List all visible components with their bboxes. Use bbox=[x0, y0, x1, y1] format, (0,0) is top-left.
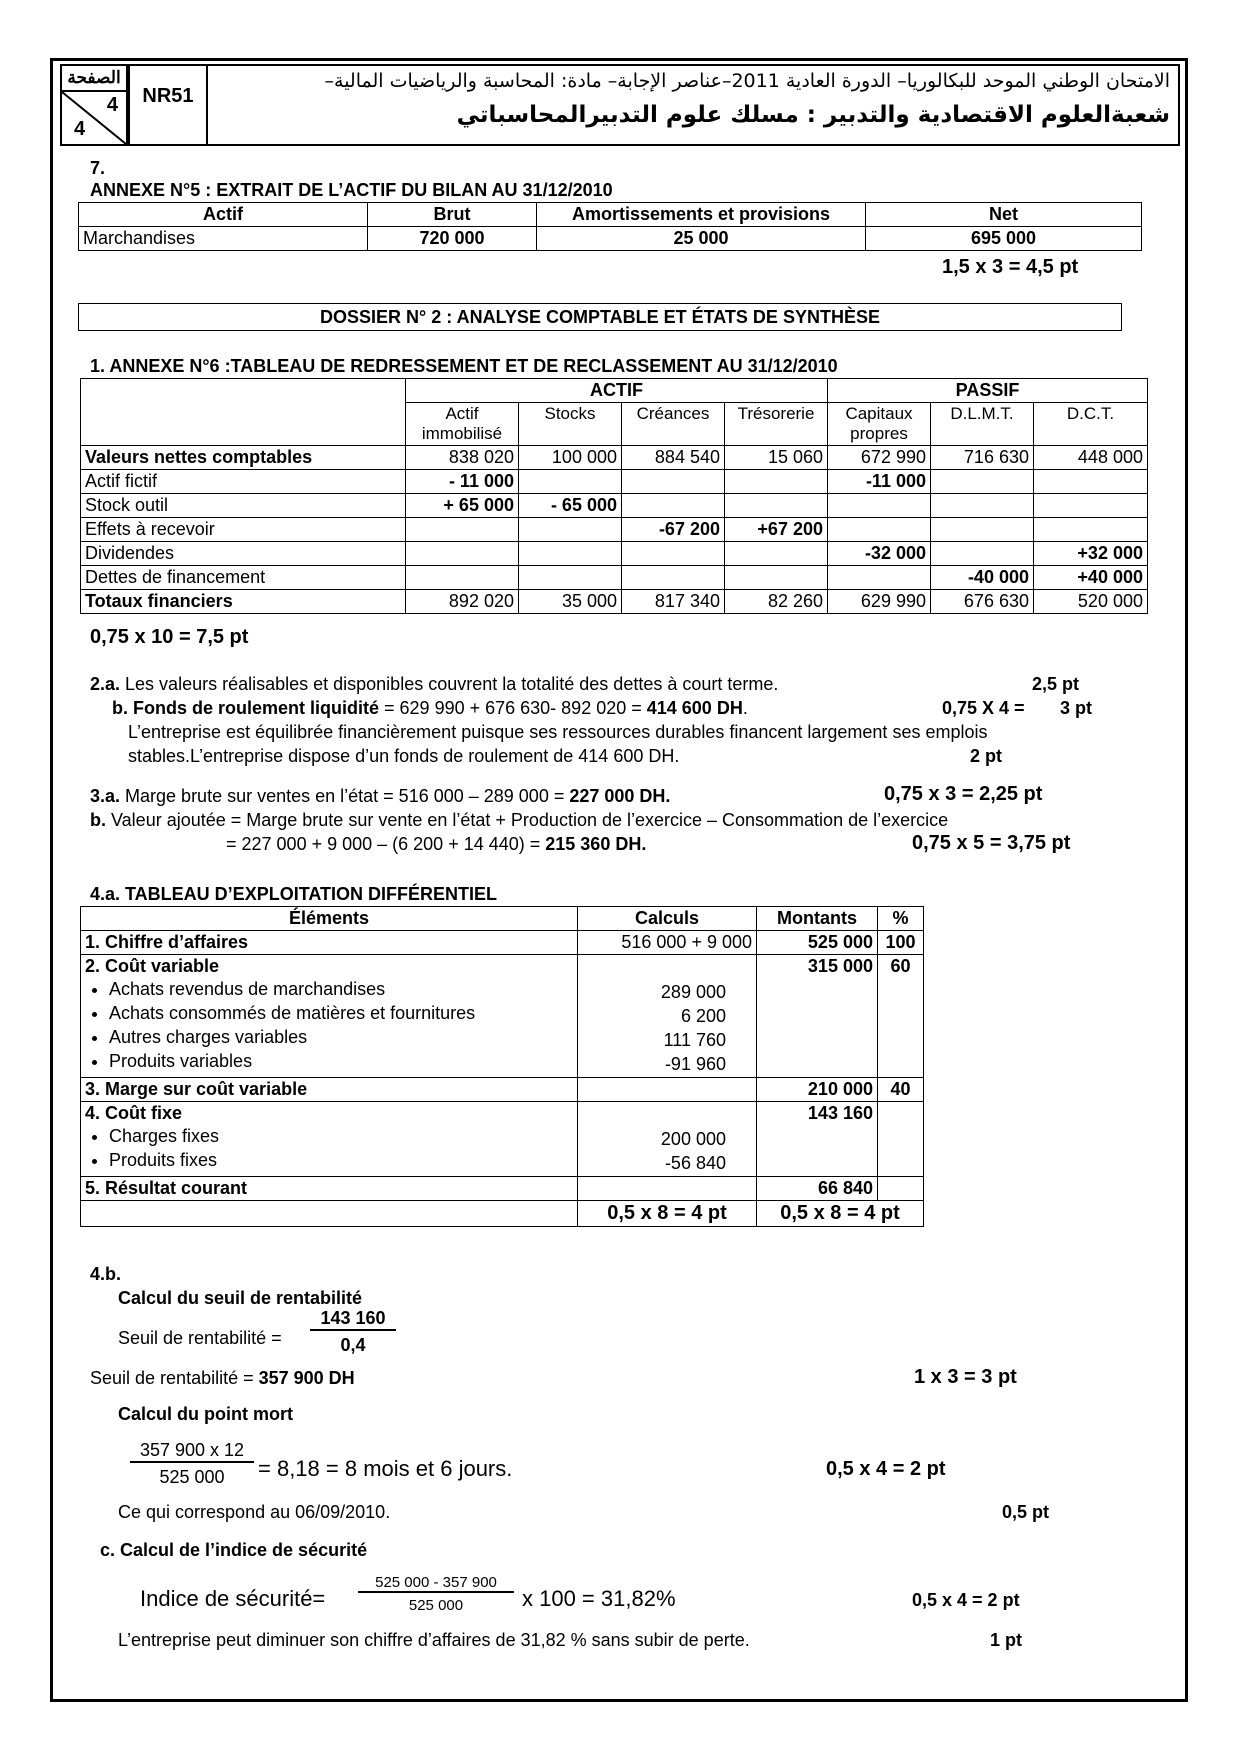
value: 6 200 bbox=[680, 1006, 726, 1026]
cell bbox=[578, 1078, 757, 1102]
col-brut: Brut bbox=[368, 203, 537, 227]
pm-date-points: 0,5 pt bbox=[1002, 1502, 1050, 1522]
q7-points: 1,5 x 3 = 4,5 pt bbox=[942, 256, 1079, 278]
value: 200 000 bbox=[660, 1129, 726, 1149]
table-row bbox=[81, 955, 924, 1078]
cell: 100 000 bbox=[519, 446, 622, 470]
cell: - 11 000 bbox=[406, 470, 519, 494]
q2b-dot: . bbox=[742, 698, 748, 718]
q2a-text: Les valeurs réalisables et disponibles couvrent la totalité des dettes à court terme. bbox=[120, 674, 779, 694]
sub-capitaux: Capitaux propres bbox=[828, 403, 931, 446]
sr-label: Seuil de rentabilité = bbox=[118, 1328, 282, 1348]
cell: -32 000 bbox=[828, 542, 931, 566]
list-item: • Autres charges variables bbox=[109, 1025, 573, 1049]
cell: 716 630 bbox=[931, 446, 1034, 470]
cell: +32 000 bbox=[1034, 542, 1148, 566]
cell bbox=[725, 494, 828, 518]
cell bbox=[578, 1177, 757, 1201]
cell: -11 000 bbox=[828, 470, 931, 494]
q3a-text: Marge brute sur ventes en l’état = 516 000 – 289 000 = bbox=[120, 786, 570, 806]
col-elements: Éléments bbox=[81, 907, 578, 931]
table-row bbox=[81, 1177, 924, 1201]
dossier-2-title: DOSSIER N° 2 : ANALYSE COMPTABLE ET ÉTATS DE SYNTHÈSE bbox=[78, 303, 1122, 331]
cell: 40 bbox=[878, 1078, 924, 1102]
q7-title: ANNEXE N°5 : EXTRAIT DE L’ACTIF DU BILAN AU 31/12/2010 bbox=[90, 180, 613, 200]
sub-stocks: Stocks bbox=[519, 403, 622, 446]
cell: 1. Chiffre d’affaires bbox=[81, 931, 578, 955]
q2b-points-formula: 0,75 X 4 = bbox=[942, 698, 1025, 718]
q1-points: 0,75 x 10 = 7,5 pt bbox=[90, 626, 249, 648]
cell: -67 200 bbox=[622, 518, 725, 542]
cell: 629 990 bbox=[828, 590, 931, 614]
table-row bbox=[81, 470, 1148, 494]
pm-fraction bbox=[130, 1440, 254, 1488]
cell bbox=[931, 518, 1034, 542]
cell: -40 000 bbox=[931, 566, 1034, 590]
is-conclusion: L’entreprise peut diminuer son chiffre d’affaires de 31,82 % sans subir de perte. bbox=[118, 1630, 750, 1650]
is-label: Indice de sécurité= bbox=[140, 1586, 326, 1611]
table-row bbox=[81, 1078, 924, 1102]
table-row bbox=[81, 494, 1148, 518]
cell bbox=[725, 470, 828, 494]
value: 111 760 bbox=[663, 1030, 726, 1050]
cell bbox=[931, 470, 1034, 494]
cell bbox=[828, 518, 931, 542]
q3a-line bbox=[90, 786, 670, 807]
cell bbox=[622, 494, 725, 518]
cf-label: 4. Coût fixe bbox=[85, 1103, 183, 1123]
corner-cell bbox=[81, 379, 406, 446]
value: -91 960 bbox=[664, 1054, 726, 1074]
cell bbox=[81, 955, 578, 1078]
table-row bbox=[81, 1201, 924, 1227]
table-row bbox=[81, 931, 924, 955]
pm-points: 0,5 x 4 = 2 pt bbox=[826, 1458, 946, 1480]
cell bbox=[725, 566, 828, 590]
cell: 448 000 bbox=[1034, 446, 1148, 470]
list-item: • Produits fixes bbox=[109, 1148, 573, 1172]
row-label: Effets à recevoir bbox=[81, 518, 406, 542]
sr-fraction bbox=[310, 1308, 396, 1356]
q2b-calc: = 629 990 + 676 630- 892 020 = bbox=[379, 698, 647, 718]
table-row bbox=[81, 1102, 924, 1177]
sr-result: 357 900 DH bbox=[258, 1368, 355, 1388]
cell bbox=[878, 1102, 924, 1177]
cell bbox=[578, 1102, 757, 1177]
cell bbox=[1034, 518, 1148, 542]
actif-header: ACTIF bbox=[406, 379, 828, 403]
pm-numerator: 357 900 x 12 bbox=[139, 1440, 245, 1460]
list-item: • Produits variables bbox=[109, 1049, 573, 1073]
cell bbox=[81, 1102, 578, 1177]
cell: 817 340 bbox=[622, 590, 725, 614]
is-fraction bbox=[358, 1574, 514, 1614]
redressement-table bbox=[80, 378, 1148, 614]
cell: 0,5 x 8 = 4 pt bbox=[757, 1201, 924, 1227]
cell bbox=[578, 955, 757, 1078]
passif-header: PASSIF bbox=[828, 379, 1148, 403]
cell bbox=[622, 470, 725, 494]
col-net: Net bbox=[866, 203, 1142, 227]
page-current: 4 bbox=[106, 94, 118, 116]
q2b-result: 414 600 DH bbox=[646, 698, 743, 718]
exam-header bbox=[60, 64, 1180, 146]
cell: 720 000 bbox=[368, 227, 537, 251]
row-label: Actif fictif bbox=[81, 470, 406, 494]
cell bbox=[828, 494, 931, 518]
page-indicator bbox=[62, 66, 128, 144]
page-total: 4 bbox=[74, 118, 86, 140]
q3b-result: 215 360 DH. bbox=[545, 834, 647, 854]
cell: 838 020 bbox=[406, 446, 519, 470]
cell bbox=[725, 542, 828, 566]
cell: 0,5 x 8 = 4 pt bbox=[578, 1201, 757, 1227]
cell bbox=[406, 542, 519, 566]
q3b-text: Valeur ajoutée = Marge brute sur vente en l’état + Production de l’exercice – Consommation de l’exercice bbox=[106, 810, 949, 830]
cell: 60 bbox=[878, 955, 924, 1078]
q1-title: 1. ANNEXE N°6 :TABLEAU DE REDRESSEMENT ET DE RECLASSEMENT AU 31/12/2010 bbox=[90, 356, 838, 376]
sub-creances: Créances bbox=[622, 403, 725, 446]
sub-tresorerie: Trésorerie bbox=[725, 403, 828, 446]
q2b-label: b. Fonds de roulement liquidité bbox=[112, 698, 380, 718]
q3b-calc-line bbox=[226, 834, 646, 855]
cell bbox=[878, 1177, 924, 1201]
q3b-line bbox=[90, 810, 948, 831]
row-label: Valeurs nettes comptables bbox=[81, 446, 406, 470]
q4a-title: 4.a. TABLEAU D’EXPLOITATION DIFFÉRENTIEL bbox=[90, 884, 498, 904]
row-label: Stock outil bbox=[81, 494, 406, 518]
cell bbox=[519, 542, 622, 566]
row-label: Totaux financiers bbox=[81, 590, 406, 614]
cell bbox=[406, 518, 519, 542]
is-result: x 100 = 31,82% bbox=[522, 1586, 676, 1611]
cell bbox=[931, 542, 1034, 566]
cell: 143 160 bbox=[757, 1102, 878, 1177]
cell: 516 000 + 9 000 bbox=[578, 931, 757, 955]
sub-actif-immobilise: Actif immobilisé bbox=[406, 403, 519, 446]
cell: 15 060 bbox=[725, 446, 828, 470]
q2c-line1: L’entreprise est équilibrée financièrement puisque ses ressources durables financent largement ses emplois bbox=[128, 722, 988, 742]
q2a-points: 2,5 pt bbox=[1032, 674, 1080, 694]
sr-result-label: Seuil de rentabilité = bbox=[90, 1368, 259, 1388]
cell: 66 840 bbox=[757, 1177, 878, 1201]
q4b-number: 4.b. bbox=[90, 1264, 122, 1284]
list-item: • Achats revendus de marchandises bbox=[109, 977, 573, 1001]
row-label: Dividendes bbox=[81, 542, 406, 566]
q3b-points: 0,75 x 5 = 3,75 pt bbox=[912, 832, 1071, 854]
col-calculs: Calculs bbox=[578, 907, 757, 931]
table-row bbox=[81, 590, 1148, 614]
list-item: • Achats consommés de matières et fournitures bbox=[109, 1001, 573, 1025]
q3b-calc: = 227 000 + 9 000 – (6 200 + 14 440) = bbox=[226, 834, 546, 854]
list-item: • Charges fixes bbox=[109, 1124, 573, 1148]
cell: 3. Marge sur coût variable bbox=[81, 1078, 578, 1102]
cell: 35 000 bbox=[519, 590, 622, 614]
cell: 672 990 bbox=[828, 446, 931, 470]
q2a-line bbox=[90, 674, 778, 695]
cell bbox=[519, 566, 622, 590]
q7-number: 7. bbox=[90, 158, 106, 178]
is-conclusion-points: 1 pt bbox=[990, 1630, 1023, 1650]
sub-dct: D.C.T. bbox=[1034, 403, 1148, 446]
exam-title-line1: الامتحان الوطني الموحد للبكالوريا– الدورة العادية 2011–عناصر الإجابة– مادة: المحاسبة والرياضيات المالية– bbox=[324, 70, 1170, 92]
sr-result-line bbox=[90, 1368, 355, 1389]
cell bbox=[81, 1201, 578, 1227]
row-label: Dettes de financement bbox=[81, 566, 406, 590]
cell bbox=[828, 566, 931, 590]
q2b-line bbox=[112, 698, 748, 719]
cell: Marchandises bbox=[79, 227, 368, 251]
is-points: 0,5 x 4 = 2 pt bbox=[912, 1590, 1020, 1610]
cell bbox=[1034, 470, 1148, 494]
cell: 25 000 bbox=[537, 227, 866, 251]
exam-title-line2: شعبةالعلوم الاقتصادية والتدبير : مسلك علوم التدبيرالمحاسباتي bbox=[456, 102, 1170, 128]
q2a-number: 2.a. bbox=[90, 674, 121, 694]
col-montants: Montants bbox=[757, 907, 878, 931]
pm-denominator: 525 000 bbox=[130, 1461, 254, 1488]
exploitation-table bbox=[80, 906, 924, 1227]
pm-title: Calcul du point mort bbox=[118, 1404, 293, 1424]
q3a-result: 227 000 DH. bbox=[569, 786, 671, 806]
q2c-line2: stables.L’entreprise dispose d’un fonds de roulement de 414 600 DH. bbox=[128, 746, 680, 766]
cell: 5. Résultat courant bbox=[81, 1177, 578, 1201]
pm-result: = 8,18 = 8 mois et 6 jours. bbox=[258, 1456, 513, 1481]
cell: 100 bbox=[878, 931, 924, 955]
cell: 525 000 bbox=[757, 931, 878, 955]
cell: 315 000 bbox=[757, 955, 878, 1078]
sr-denominator: 0,4 bbox=[310, 1329, 396, 1356]
is-title: c. Calcul de l’indice de sécurité bbox=[100, 1540, 368, 1560]
col-amort: Amortissements et provisions bbox=[537, 203, 866, 227]
cell: 892 020 bbox=[406, 590, 519, 614]
cell: - 65 000 bbox=[519, 494, 622, 518]
cell: +67 200 bbox=[725, 518, 828, 542]
value: 289 000 bbox=[660, 982, 726, 1002]
cell: 82 260 bbox=[725, 590, 828, 614]
bilan-extract-table bbox=[78, 202, 1142, 251]
cell: 210 000 bbox=[757, 1078, 878, 1102]
pm-date: Ce qui correspond au 06/09/2010. bbox=[118, 1502, 391, 1522]
cell bbox=[1034, 494, 1148, 518]
table-row bbox=[81, 542, 1148, 566]
col-pct: % bbox=[878, 907, 924, 931]
is-denominator: 525 000 bbox=[358, 1591, 514, 1614]
cell: +40 000 bbox=[1034, 566, 1148, 590]
cell bbox=[519, 470, 622, 494]
table-row bbox=[81, 566, 1148, 590]
exam-code: NR51 bbox=[128, 66, 208, 144]
cell: 676 630 bbox=[931, 590, 1034, 614]
cell: 520 000 bbox=[1034, 590, 1148, 614]
cell bbox=[622, 566, 725, 590]
sr-title: Calcul du seuil de rentabilité bbox=[118, 1288, 363, 1308]
sr-points: 1 x 3 = 3 pt bbox=[914, 1366, 1017, 1388]
sub-dlmt: D.L.M.T. bbox=[931, 403, 1034, 446]
cell: 884 540 bbox=[622, 446, 725, 470]
q3b-number: b. bbox=[90, 810, 106, 830]
cv-label: 2. Coût variable bbox=[85, 956, 220, 976]
sr-numerator: 143 160 bbox=[320, 1308, 386, 1328]
table-row bbox=[81, 446, 1148, 470]
cell bbox=[519, 518, 622, 542]
q3a-number: 3.a. bbox=[90, 786, 121, 806]
page-label: الصفحة bbox=[62, 68, 126, 92]
col-actif: Actif bbox=[79, 203, 368, 227]
table-row bbox=[81, 518, 1148, 542]
q2b-points: 3 pt bbox=[1060, 698, 1093, 718]
q3a-points: 0,75 x 3 = 2,25 pt bbox=[884, 783, 1043, 805]
cell bbox=[931, 494, 1034, 518]
q2c-points: 2 pt bbox=[970, 746, 1003, 766]
cell: 695 000 bbox=[866, 227, 1142, 251]
cell: + 65 000 bbox=[406, 494, 519, 518]
is-numerator: 525 000 - 357 900 bbox=[375, 1574, 497, 1591]
cell bbox=[406, 566, 519, 590]
table-row bbox=[79, 227, 1142, 251]
value: -56 840 bbox=[664, 1153, 726, 1173]
cell bbox=[622, 542, 725, 566]
